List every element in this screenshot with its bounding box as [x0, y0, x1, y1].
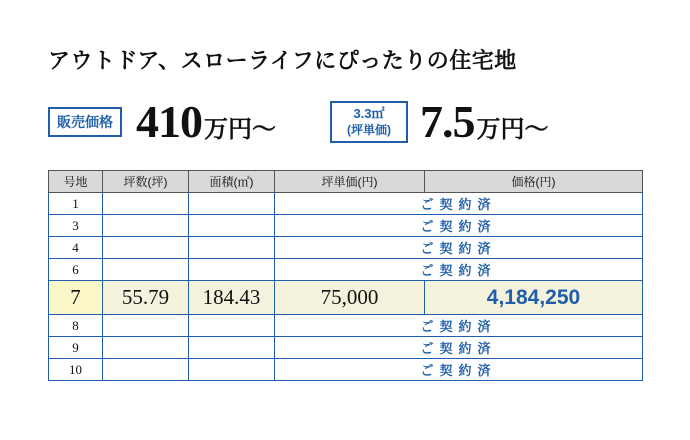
cell-tsubo — [103, 193, 189, 215]
table-row — [49, 237, 643, 259]
unit-price-badge-line2: (坪単価) — [347, 122, 391, 137]
cell-tsubo — [103, 215, 189, 237]
status-badge-sold: ご契約済 — [275, 259, 643, 281]
cell-tsubo — [103, 259, 189, 281]
cell-area — [189, 193, 275, 215]
unit-price-badge-line1: 3.3㎡ — [353, 106, 385, 122]
cell-area — [189, 215, 275, 237]
unit-price-unit: 万円～ — [476, 116, 549, 143]
table-row — [49, 193, 643, 215]
unit-price-block — [330, 96, 549, 147]
sale-price-badge: 販売価格 — [48, 107, 122, 137]
cell-unit-price: 75,000 — [275, 281, 425, 315]
cell-tsubo: 55.79 — [103, 281, 189, 315]
cell-area — [189, 259, 275, 281]
cell-lot-no: 1 — [49, 193, 103, 215]
cell-lot-no: 7 — [49, 281, 103, 315]
sale-price-amount — [136, 96, 276, 147]
table-row — [49, 215, 643, 237]
table-header-row — [49, 171, 643, 193]
unit-price-amount — [420, 96, 549, 147]
status-badge-sold: ご契約済 — [275, 193, 643, 215]
status-badge-sold: ご契約済 — [275, 359, 643, 381]
col-header-tsubo: 坪数(坪) — [103, 171, 189, 193]
status-badge-sold: ご契約済 — [275, 237, 643, 259]
cell-area — [189, 359, 275, 381]
cell-lot-no: 3 — [49, 215, 103, 237]
unit-price-badge — [330, 101, 408, 143]
cell-area — [189, 315, 275, 337]
col-header-lot-no: 号地 — [49, 171, 103, 193]
cell-tsubo — [103, 337, 189, 359]
sale-price-number: 410 — [136, 96, 202, 147]
table-row — [49, 337, 643, 359]
status-badge-sold: ご契約済 — [275, 315, 643, 337]
table-row — [49, 281, 643, 315]
cell-tsubo — [103, 315, 189, 337]
status-badge-sold: ご契約済 — [275, 337, 643, 359]
cell-lot-no: 8 — [49, 315, 103, 337]
table-body — [49, 193, 643, 381]
lot-table-container — [48, 170, 642, 381]
cell-price: 4,184,250 — [425, 281, 643, 315]
cell-lot-no: 10 — [49, 359, 103, 381]
cell-area — [189, 337, 275, 359]
cell-lot-no: 4 — [49, 237, 103, 259]
unit-price-number: 7.5 — [420, 96, 475, 147]
cell-area — [189, 237, 275, 259]
sale-price-block — [48, 96, 276, 147]
sale-price-unit: 万円～ — [204, 116, 276, 143]
cell-tsubo — [103, 359, 189, 381]
cell-lot-no: 6 — [49, 259, 103, 281]
status-badge-sold: ご契約済 — [275, 215, 643, 237]
price-summary — [48, 94, 549, 150]
table-row — [49, 259, 643, 281]
table-row — [49, 359, 643, 381]
lot-table — [48, 170, 643, 381]
table-row — [49, 315, 643, 337]
col-header-area: 面積(㎡) — [189, 171, 275, 193]
cell-area: 184.43 — [189, 281, 275, 315]
col-header-unit-price: 坪単価(円) — [275, 171, 425, 193]
col-header-price: 価格(円) — [425, 171, 643, 193]
cell-tsubo — [103, 237, 189, 259]
page-title: アウトドア、スローライフにぴったりの住宅地 — [48, 48, 517, 73]
cell-lot-no: 9 — [49, 337, 103, 359]
